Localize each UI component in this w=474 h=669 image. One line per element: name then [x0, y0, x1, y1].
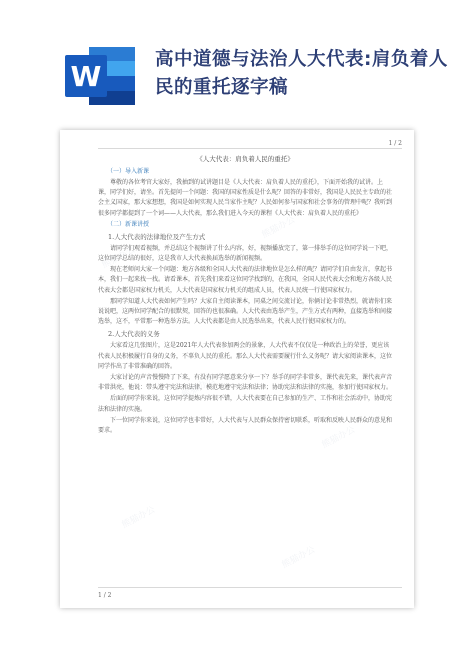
- document-heading: 《人大代表：肩负着人民的重托》: [196, 155, 294, 163]
- paragraph: 那同学知道人大代表如何产生吗？大家自主阅读课本，同桌之间交流讨论，你俩讨论非常热烈，就请你们来说说吧，这两位同学配合的很默契，回答的也很准确。人大代表由选举产生，产生方式有两种，直接选举和间接选举，这不，平常那一种选举方法。人大代表都是由人民选举出来，代表人民行使国家权力的。: [98, 297, 393, 326]
- subsection-heading: 1.人大代表的法律地位及产生方式: [108, 232, 206, 241]
- watermark: 熊猫办公: [280, 544, 317, 571]
- watermark: 熊猫办公: [320, 424, 357, 451]
- paragraph: 大家讨论的声音慢慢降了下来，有没有同学愿意来分享一下？举手的同学非常多，课代表先来，课代表声音非常洪亮，他说：带头遵守宪法和法律，模范地遵守宪法和法律；协助宪法和法律的实施，参加行使国家权力。: [98, 374, 393, 392]
- paragraph: 现在老师问大家一个问题：地方各级和全国人大代表的法律地位是怎么样的呢？请同学们自由发言，拿起书本，我们一起来找一找。请看课本，首先我们来看这位同学找到的，在我国，全国人民代表大会和地方各级人民代表大会都是国家权力机关，人大代表是国家权力机关的组成人员，代表人民统一行使国家权力。: [98, 266, 393, 294]
- word-document-icon: [63, 43, 137, 109]
- watermark: 熊猫办公: [260, 214, 297, 241]
- section-heading: （一）导入新课: [107, 168, 150, 175]
- page-number-bottom: 1 / 2: [98, 592, 112, 599]
- watermark: 熊猫办公: [100, 244, 137, 271]
- page-title: 高中道德与法治人大代表:肩负着人民的重托逐字稿: [155, 49, 448, 98]
- document-page: [60, 130, 414, 608]
- paragraph: 尊敬的各位考官大家好，我抽到的试讲题目是《人大代表：肩负着人民的重托》，下面开始我的试讲。上课，同学们好，请坐。首先提问一个问题：我国的国家性质是什么呢？回答的非常好，我国是人民民主专政的社会主义国家，那大家想想，我国是如何实现人民当家作主呢？人民如何参与国家和社会事务的管理中呢？我听到很多同学都提到了一个词——人大代表，那么我们进入今天的课程《人大代表：肩负着人民的重托》: [98, 179, 393, 217]
- section-heading: （二）新课讲授: [107, 220, 150, 228]
- paragraph: 下一位同学你来说，这位同学也非常好，人大代表与人民群众保持密切联系，听取和反映人民群众的意见和要求。: [98, 416, 393, 435]
- watermark: 熊猫办公: [180, 374, 217, 401]
- footer-rule: [98, 587, 402, 588]
- paragraph: 大家看这几张图片，这是2021年人大代表参加两会的景象，人大代表不仅仅是一种政治上的荣誉，更应该代表人民积极履行自身的义务，不辜负人民的重托。那么人大代表需要履行什么义务呢？请大家阅读课本，这位同学作出了非常准确的回答。: [98, 342, 393, 370]
- paragraph: 请同学们观看视频，并总结这个视频讲了什么内容，好，视频播放完了，第一排举手的这位同学说一下吧，这位同学总结的很好，这是我市人大代表换届选举的新闻视频。: [98, 244, 393, 263]
- page-number-top: 1 / 2: [388, 140, 402, 147]
- paragraph: 后面的同学你来说，这位同学提炼内容很不错，人大代表要在自己参加的生产、工作和社会活动中，协助宪法和法律的实施。: [98, 395, 393, 413]
- header-rule: [98, 148, 402, 149]
- subsection-heading: 2.人大代表的义务: [108, 330, 160, 339]
- document-content: [98, 154, 392, 437]
- svg-text:W: W: [70, 60, 102, 93]
- watermark: 熊猫办公: [120, 504, 157, 531]
